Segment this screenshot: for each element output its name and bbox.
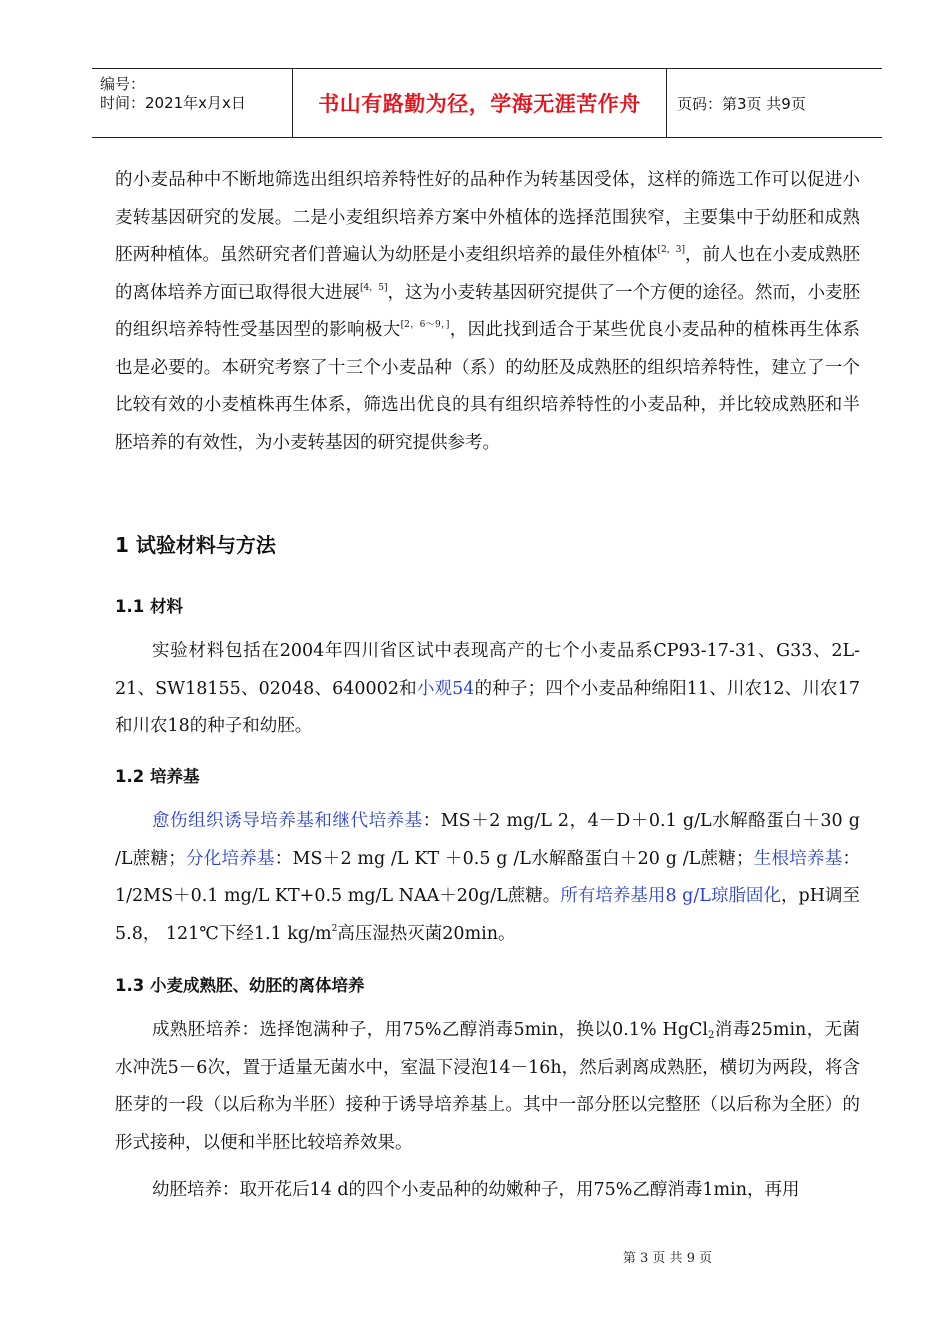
header-page-cell — [667, 69, 882, 137]
citation-ref-1: [2，3] — [657, 245, 685, 255]
medium-paragraph — [115, 803, 860, 953]
medium-text-2: ：MS＋2 mg /L KT ＋0.5 g /L水解酪蛋白＋20 g /L蔗糖； — [274, 848, 754, 869]
header-table — [92, 68, 882, 138]
section-1-3-heading: 1.3 小麦成熟胚、幼胚的离体培养 — [115, 976, 365, 995]
page-footer: 第 3 页 共 9 页 — [622, 1251, 713, 1266]
citation-ref-3: [2，6～9，] — [400, 320, 450, 330]
medium-text-3: ：1/2MS＋0.1 mg/L KT+0.5 mg/L NAA＋20g/L蔗糖。 — [115, 848, 860, 906]
differentiation-medium-link[interactable]: 分化培养基 — [185, 848, 275, 869]
intro-text-3: ，这为小麦转基因研究提供了一个方便的途径。然而，小麦胚的组织培养特性受基因型的影响极大 — [115, 282, 861, 340]
header-motto-cell — [292, 69, 667, 137]
mature-text-b: 消毒25min，无菌水冲洗5－6次，置于适量无菌水中，室温下浸泡14－16h，然后剥离成熟胚，横切为两段，将含胚芽的一段（以后称为半胚）接种于诱导培养基上。其中一部分胚以完整胚（以后称为全胚）的形式接种，以便和半胚比较培养效果。 — [115, 1020, 861, 1153]
section-1-heading: 1 试验材料与方法 — [115, 533, 276, 557]
materials-text-b: 的种子；四个小麦品种绵阳11、川农12、川农17和川农18的种子和幼胚。 — [115, 678, 860, 736]
motto-text: 书山有路勤为径，学海无涯苦作舟 — [318, 92, 641, 116]
medium-text-1: ：MS＋2 mg/L 2，4－D＋0.1 g/L水解酪蛋白＋30 g /L蔗糖； — [115, 811, 860, 869]
variety-link[interactable]: 小观54 — [416, 678, 475, 699]
medium-text-4: ，pH调至5.8， 121℃下经1.1 kg/m — [115, 886, 860, 944]
mature-embryo-paragraph — [115, 1012, 860, 1162]
subscript-2: 2 — [708, 1030, 715, 1041]
header-meta-cell — [92, 69, 292, 137]
section-1-1-heading: 1.1 材料 — [115, 597, 183, 616]
intro-text-4: ，因此找到适合于某些优良小麦品种的植株再生体系也是必要的。本研究考察了十三个小麦品种（系）的幼胚及成熟胚的组织培养特性，建立了一个比较有效的小麦植株再生体系，筛选出优良的具有组织培养特性的小麦品种，并比较成熟胚和半胚培养的有效性，为小麦转基因的研究提供参考。 — [115, 320, 861, 453]
medium-text-5: 高压湿热灭菌20min。 — [337, 923, 516, 944]
intro-text-1: 的小麦品种中不断地筛选出组织培养特性好的品种作为转基因受体，这样的筛选工作可以促进小麦转基因研究的发展。二是小麦组织培养方案中外植体的选择范围狭窄，主要集中于幼胚和成熟胚两种植体。虽然研究者们普遍认为幼胚是小麦组织培养的最佳外植体 — [115, 170, 860, 265]
agar-link[interactable]: 所有培养基用8 g/L琼脂固化 — [560, 886, 781, 906]
callus-medium-link[interactable]: 愈伤组织诱导培养基和继代培养基 — [152, 811, 423, 831]
section-1-2-heading: 1.2 培养基 — [115, 767, 200, 786]
rooting-medium-link[interactable]: 生根培养基 — [753, 848, 843, 869]
materials-paragraph — [115, 633, 860, 746]
mature-text-a: 成熟胚培养：选择饱满种子，用75%乙醇消毒5min，换以0.1% HgCl — [152, 1020, 709, 1040]
intro-text-2: ，前人也在小麦成熟胚的离体培养方面已取得很大进展 — [115, 245, 861, 303]
page-label: 页码：第3页 共9页 — [677, 94, 806, 113]
time-label: 时间：2021年x月x日 — [100, 94, 246, 112]
citation-ref-2: [4，5] — [360, 282, 388, 293]
materials-text-a: 实验材料包括在2004年四川省区试中表现高产的七个小麦品系CP93-17-31、G33、2L-21、SW18155、02048、640002和 — [115, 641, 860, 699]
number-label: 编号： — [100, 75, 146, 93]
superscript-2: 2 — [331, 923, 338, 934]
immature-embryo-paragraph: 幼胚培养：取开花后14 d的四个小麦品种的幼嫩种子，用75%乙醇消毒1min，再用 — [152, 1180, 800, 1200]
intro-paragraph — [115, 162, 860, 462]
